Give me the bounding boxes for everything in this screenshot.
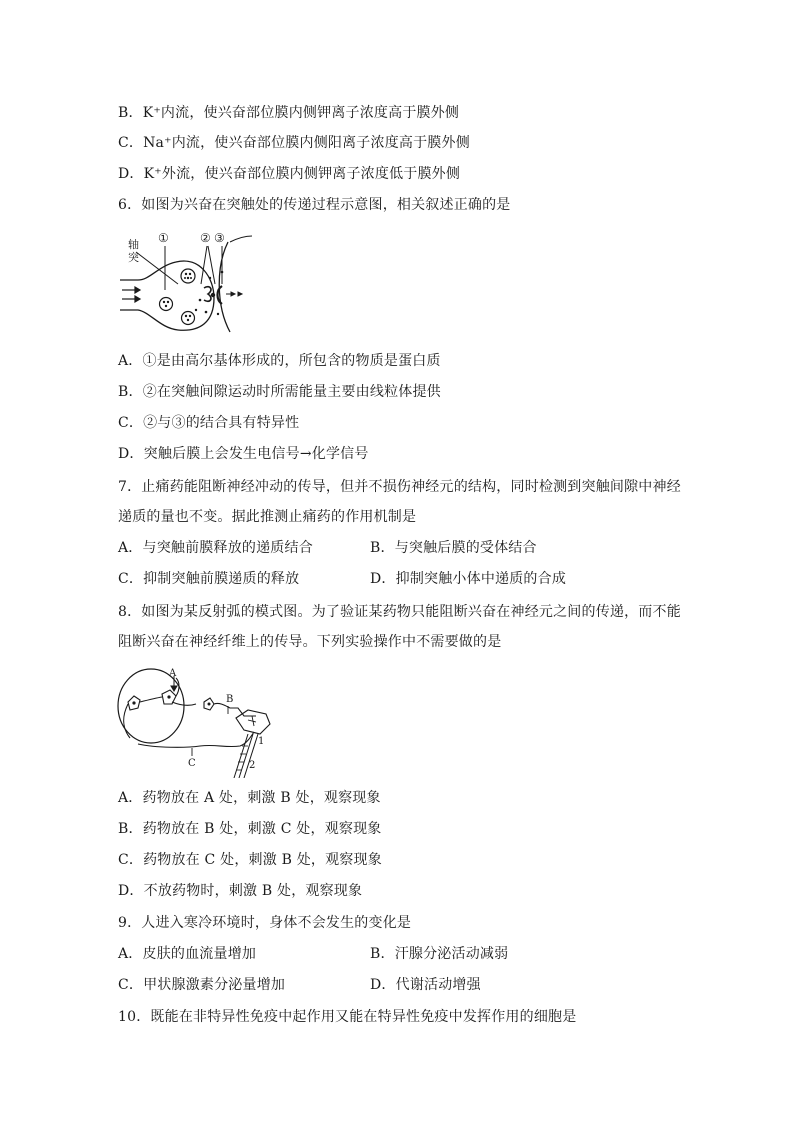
q9-option-c: C．甲状腺激素分泌量增加 <box>118 977 286 993</box>
q6-option-b: B．②在突触间隙运动时所需能量主要由线粒体提供 <box>118 384 441 400</box>
label-2: 2 <box>249 760 256 771</box>
q8-option-c: C．药物放在 C 处，刺激 B 处，观察现象 <box>118 852 382 868</box>
q5-option-d: D．K⁺外流，使兴奋部位膜内侧钾离子浓度低于膜外侧 <box>118 166 461 182</box>
q10-stem: 10．既能在非特异性免疫中起作用又能在特异性免疫中发挥作用的细胞是 <box>118 1009 577 1025</box>
q6-option-a: A．①是由高尔基体形成的，所包含的物质是蛋白质 <box>118 353 441 369</box>
q7-option-b: B．与突触后膜的受体结合 <box>370 540 537 556</box>
impulse-arrows <box>122 287 140 302</box>
q6-option-d: D．突触后膜上会发生电信号→化学信号 <box>118 446 369 462</box>
label-a: A <box>169 668 177 679</box>
q8-option-a: A．药物放在 A 处，刺激 B 处，观察现象 <box>118 790 381 806</box>
synapse-diagram <box>118 228 253 336</box>
q9-option-a: A．皮肤的血流量增加 <box>118 946 257 962</box>
q8-stem-line1: 8．如图为某反射弧的模式图。为了验证某药物只能阻断兴奋在神经元之间的传递，而不能 <box>118 604 681 620</box>
marker-2-label: ② <box>200 231 211 245</box>
label-c: C <box>188 758 196 769</box>
skin-layers <box>234 734 258 778</box>
q8-option-d: D．不放药物时，刺激 B 处，观察现象 <box>118 883 363 899</box>
q7-stem-line2: 递质的量也不变。据此推测止痛药的作用机制是 <box>118 509 417 525</box>
q6-stem: 6．如图为兴奋在突触处的传递过程示意图，相关叙述正确的是 <box>118 197 511 213</box>
reflex-arc-diagram <box>116 666 278 778</box>
marker-1-label: ① <box>158 231 169 245</box>
axon-terminal-outline <box>120 261 214 330</box>
q8-option-b: B．药物放在 B 处，刺激 C 处，观察现象 <box>118 821 382 837</box>
axon-label-1: 轴 <box>128 238 139 251</box>
label-b: B <box>226 694 234 705</box>
axon-label-2: 突 <box>128 251 139 264</box>
q9-option-b: B．汗腺分泌活动减弱 <box>370 946 509 962</box>
q7-stem-line1: 7．止痛药能阻断神经冲动的传导，但并不损伤神经元的结构，同时检测到突触间隙中神经 <box>118 479 681 495</box>
label-1: 1 <box>258 736 265 747</box>
q7-option-a: A．与突触前膜释放的递质结合 <box>118 540 313 556</box>
q6-option-c: C．②与③的结合具有特异性 <box>118 415 300 431</box>
neuron-bodies <box>128 690 214 710</box>
q7-option-c: C．抑制突触前膜递质的释放 <box>118 571 300 587</box>
q5-option-b: B．K⁺内流，使兴奋部位膜内侧钾离子浓度高于膜外侧 <box>118 105 460 121</box>
q5-option-c: C．Na⁺内流，使兴奋部位膜内侧阳离子浓度高于膜外侧 <box>118 135 470 151</box>
q9-stem: 9．人进入寒冷环境时，身体不会发生的变化是 <box>118 915 412 931</box>
q8-stem-line2: 阻断兴奋在神经纤维上的传导。下列实验操作中不需要做的是 <box>118 634 502 650</box>
q9-option-d: D．代谢活动增强 <box>370 977 481 993</box>
q7-option-d: D．抑制突触小体中递质的合成 <box>370 571 567 587</box>
marker-3-label: ③ <box>214 231 225 245</box>
